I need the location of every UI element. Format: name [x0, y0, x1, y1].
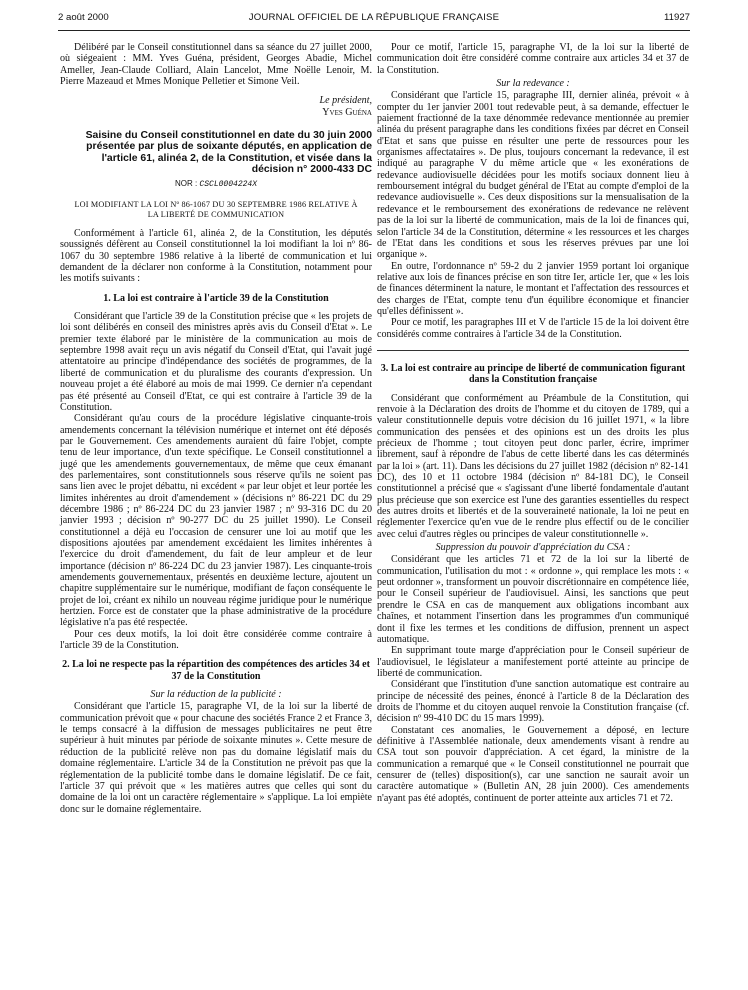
deliberation-paragraph: Délibéré par le Conseil constitutionnel dans sa séance du 27 juillet 2000, où siégeaient : MM. Yves Guéna, président, Georges Abadie, Michel Ameller, Jean-Claude Colliard, Alain Lancelot, Mme Noëlle Lenoir, M. Pierre Mazeaud et Mmes Monique Pelletier et Simone Veil.: [60, 42, 372, 88]
section-2-subtitle: Sur la réduction de la publicité :: [150, 689, 282, 701]
right-paragraph-3: En outre, l'ordonnance nº 59-2 du 2 janvier 1959 portant loi organique relative aux lois de finances précise en son titre Ier, article 1er, que « les lois de finances déterminent la nature, le montant et l'affectation des ressources et des charges de l'Etat, compte tenu d'un équilibre économique et financier qu'elles définissent ».: [377, 260, 689, 317]
page-header: [58, 12, 690, 26]
section-3-paragraph-3: En supprimant toute marge d'appréciation pour le Conseil supérieur de l'audiovisuel, le législateur a manifestement porté atteinte au principe de liberté de communication.: [377, 645, 689, 679]
section-1-paragraph-3: Pour ces deux motifs, la loi doit être considérée comme contraire à l'article 39 de la Constitution.: [60, 628, 372, 652]
section-3-paragraph-1: Considérant que conformément au Préambule de la Constitution, qui renvoie à la Déclaration des droits de l'homme et du citoyen de 1789, qui a valeur constitutionnelle depuis votre décision du 16 juillet 1971, « la libre communication des pensées et des opinions est un des droits les plus précieux de l'homme ; tout citoyen peut donc parler, écrire, imprimer librement, sauf à répondre de l'abus de cette liberté dans les cas déterminés par la loi » (art. 11). Dans les décisions du 27 juillet 1982 (décision nº 82-141 DC), des 10 et 11 octobre 1984 (décision nº 84-181 DC), le Conseil constitutionnel a précisé que « s'agissant d'une liberté fondamentale d'autant plus précieuse que son exercice est l'une des garanties essentielles du respect des autres droits et libertés et de la souveraineté nationale, la loi ne peut en réglementer l'exercice qu'en vue de le rendre plus effectif ou de le concilier avec celui d'autres règles ou principes de valeur constitutionnelle ».: [377, 392, 689, 540]
nor-code: CSCL0004224X: [199, 179, 258, 189]
section-2-title: 2. La loi ne respecte pas la répartition des compétences des articles 34 et 37 de la Constitution: [62, 659, 370, 682]
section-divider: [377, 350, 689, 351]
right-column: [377, 42, 689, 804]
signature-role: Le président,: [319, 95, 372, 107]
right-paragraph-1: Pour ce motif, l'article 15, paragraphe VI, de la loi sur la liberté de communication doit être considéré comme contraire aux articles 34 et 37 de la Constitution.: [377, 42, 689, 76]
header-divider: [58, 30, 690, 31]
section-3-paragraph-4: Considérant que l'institution d'une sanction automatique est contraire au principe de nécessité des peines, énoncé à l'article 8 de la Déclaration des droits de l'homme et du citoyen auquel renvoie la Constitution française (cf. décision nº 99-410 DC du 15 mars 1999).: [377, 679, 689, 725]
intro-paragraph: Conformément à l'article 61, alinéa 2, de la Constitution, les députés soussignés défèrent au Conseil constitutionnel la loi modifiant la loi nº 86-1067 du 30 septembre 1986 relative à la liberté de communication et lui demandent de la déclarer non conforme à la Constitution, notamment pour les motifs suivants :: [60, 228, 372, 285]
section-2-paragraph-1: Considérant que l'article 15, paragraphe VI, de la loi sur la liberté de communication prévoit que « pour chacune des sociétés France 2 et France 3, le temps consacré à la diffusion de messages publicitaires ne peut être supérieur à huit minutes par période de soixante minutes ». Cette mesure de réduction de la publicité relève non pas du domaine législatif mais du domaine réglementaire. L'article 34 de la Constitution ne prévoit pas que la réglementation de la publicité tombe dans le domaine législatif. De ce fait, l'article 37 qui prévoit que « les matières autres que celles qui sont du domaine de la loi ont un caractère réglementaire » s'applique. La loi empiète donc sur le domaine réglementaire.: [60, 701, 372, 815]
section-1-title: 1. La loi est contraire à l'article 39 de la Constitution: [103, 292, 329, 304]
section-3-paragraph-2: Considérant que les articles 71 et 72 de la loi sur la liberté de communication, l'utilisation du mot : « ordonne », qui remplace les mots : « peut ordonner », transforment un pouvoir discrétionnaire en compétence liée, pour le Conseil supérieur de l'audiovisuel. Ainsi, les sanctions que peut prendre le CSA en cas de manquement aux obligations incombant aux chaînes, et notamment l'insertion dans les programmes d'un communiqué dont il fixe les termes et les conditions de diffusion, prennent un aspect automatique.: [377, 554, 689, 645]
section-1-paragraph-2: Considérant qu'au cours de la procédure législative cinquante-trois amendements concernant la télévision numérique et internet ont été déposés par le Gouvernement. Ces amendements auraient dû faire l'objet, compte tenu de leur importance, d'un texte spécifique. Le Conseil constitutionnel a jugé que les amendements gouvernementaux, de même que ceux émanant des parlementaires, sont constitutionnels sous réserve qu'ils ne soient pas sans lien avec le projet débattu, ni excédent « par leur objet et leur portée les limites inhérentes au droit d'amendement » (décisions nº 86-221 DC du 29 décembre 1986 ; nº 86-224 DC du 23 janvier 1987 ; nº 93-316 DC du 20 janvier 1993 ; décision nº 90-277 DC du 25 juillet 1990). Le Conseil constitutionnel a déjà eu l'occasion de censurer une loi au motif que les dispositions ajoutées par amendement excédaient les limites inhérentes à l'exercice du droit d'amendement, du fait de leur ampleur et de leur importance (décision nº 86-224 DC du 23 janvier 1987). Les cinquante-trois amendements gouvernementaux, présentés en deuxième lecture, ajoutent un chapitre supplémentaire sur le numérique, modifiant de façon conséquente le projet de loi, créant ex nihilo un nouveau régime juridique pour le numérique hertzien. Force est de constater que la phase administrative de la procédure législative n'a pas été respectée.: [60, 413, 372, 629]
law-title: LOI MODIFIANT LA LOI Nº 86-1067 DU 30 SEPTEMBRE 1986 RELATIVE À LA LIBERTÉ DE COMMUNICATION: [74, 200, 358, 220]
saisine-title: Saisine du Conseil constitutionnel en date du 30 juin 2000 présentée par plus de soixante députés, en application de l'article 61, alinéa 2, de la Constitution, et visée dans la décision n° 2000-433 DC: [85, 130, 372, 176]
section-3-title: 3. La loi est contraire au principe de liberté de communication figurant dans la Constitution française: [380, 362, 686, 386]
right-paragraph-4: Pour ce motif, les paragraphes III et V de l'article 15 de la loi doivent être considérés comme contraires à l'article 34 de la Constitution.: [377, 317, 689, 340]
left-column: [60, 42, 372, 815]
redevance-subtitle: Sur la redevance :: [496, 78, 570, 90]
section-3-subtitle: Suppression du pouvoir d'appréciation du CSA :: [435, 542, 631, 554]
right-paragraph-2: Considérant que l'article 15, paragraphe III, dernier alinéa, prévoit « à compter du 1er janvier 2001 tout redevable peut, à sa demande, effectuer le paiement fractionné de la taxe dénommée redevance mentionnée au premier alinéa du présent paragraphe dans les conditions fixées par décret en Conseil d'Etat et sans que puisse en résulter une perte de ressources pour les organismes affectataires ». De plus, toujours concernant la redevance, il est indiqué au paragraphe V du même article que « les exonérations de redevance audiovisuelle décidées pour les motifs sociaux donnent lieu à remboursement intégral du budget général de l'Etat au compte d'emploi de la redevance audiovisuelle ». Ces deux dispositions sur la mensualisation de la redevance et le remboursement des exonérations de redevance ne relèvent pas de la loi sur la liberté de communication, mais de la loi de finances qui, selon l'article 34 de la Constitution, détermine « les ressources et les charges de l'Etat dans les conditions et sous les réserves prévues par une loi organique ».: [377, 90, 689, 261]
signature-name: Yves Guéna: [322, 106, 372, 118]
header-title: JOURNAL OFFICIEL DE LA RÉPUBLIQUE FRANÇAISE: [248, 12, 500, 23]
header-page-number: 11927: [664, 12, 690, 23]
header-date: 2 août 2000: [58, 12, 109, 23]
section-1-paragraph-1: Considérant que l'article 39 de la Constitution précise que « les projets de loi sont délibérés en conseil des ministres après avis du Conseil d'Etat ». Le premier texte élaboré par le ministère de la communication au mois de septembre 1998 avait reçu un avis négatif du Conseil d'Etat, qui l'avait jugé attentatoire au principe d'indépendance des sociétés de programmes, de la liberté de communication et du pluralisme des courants d'expression. Un nouveau projet a été élaboré au mois de mai 1999. Ce dernier n'a cependant pas été présenté au Conseil d'Etat, ce qui est contraire à l'article 39 de la Constitution.: [60, 311, 372, 413]
nor-label: NOR :: [174, 178, 198, 188]
nor-reference: [60, 178, 372, 190]
section-3-paragraph-5: Constatant ces anomalies, le Gouvernement a déposé, en lecture définitive à l'Assemblée nationale, deux amendements visant à rendre au CSA tout son pouvoir d'appréciation. A cet égard, la ministre de la communication a remarqué que « le Conseil constitutionnel ne pourrait que censurer de (telles) disposition(s), car une sanction ne saurait avoir un caractère automatique » (Bulletin AN, 28 juin 2000). Ces amendements n'ayant pas été adoptés, continuent de porter atteinte aux articles 71 et 72.: [377, 724, 689, 804]
